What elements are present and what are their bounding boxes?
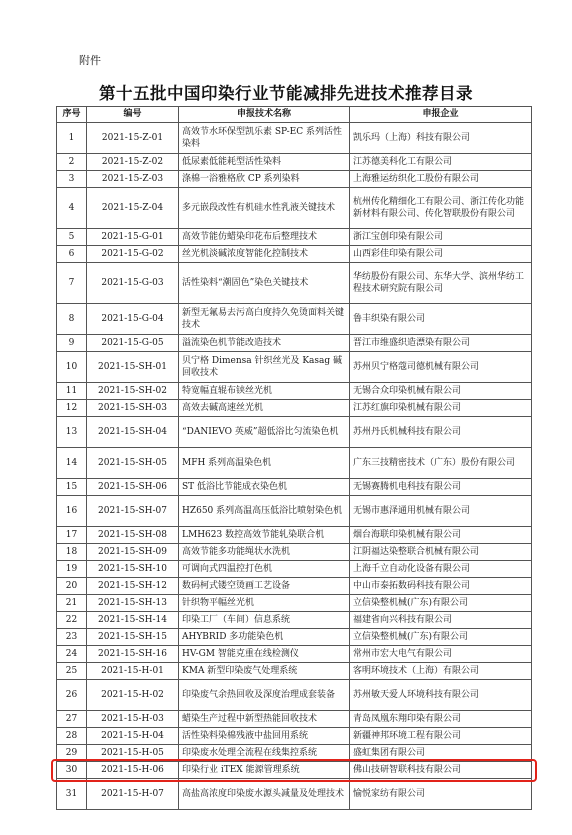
row-company: 新疆神邦环境工程有限公司 xyxy=(350,728,532,745)
row-company: 苏州丹氏机械科技有限公司 xyxy=(350,417,532,448)
row-tech-name: 多元嵌段改性有机硅水性乳液关键技术 xyxy=(179,188,350,229)
row-tech-name: 活性染料“潮固色”染色关键技术 xyxy=(179,263,350,304)
row-number: 7 xyxy=(57,263,87,304)
row-code: 2021-15-G-03 xyxy=(87,263,179,304)
table-row xyxy=(57,171,532,188)
row-tech-name: 贝宁格 Dimensa 针织丝光及 Kasag 碱回收技术 xyxy=(179,352,350,383)
row-code: 2021-15-Z-03 xyxy=(87,171,179,188)
row-company: 晋江市维盛织造漂染有限公司 xyxy=(350,335,532,352)
row-tech-name: LMH623 数控高效节能轧染联合机 xyxy=(179,527,350,544)
table-row xyxy=(57,154,532,171)
table-row xyxy=(57,246,532,263)
row-company: 江阴福达染整联合机械有限公司 xyxy=(350,544,532,561)
row-number: 20 xyxy=(57,578,87,595)
row-tech-name: HV-GM 智能克重在线检测仪 xyxy=(179,646,350,663)
row-code: 2021-15-SH-05 xyxy=(87,448,179,479)
row-tech-name: KMA 新型印染废气处理系统 xyxy=(179,663,350,680)
row-tech-name: AHYBRID 多功能染色机 xyxy=(179,629,350,646)
row-number: 2 xyxy=(57,154,87,171)
table-row xyxy=(57,612,532,629)
row-company: 上海雅运纺织化工股份有限公司 xyxy=(350,171,532,188)
row-number: 29 xyxy=(57,745,87,762)
row-company: 盛虹集团有限公司 xyxy=(350,745,532,762)
row-code: 2021-15-SH-06 xyxy=(87,479,179,496)
row-code: 2021-15-Z-02 xyxy=(87,154,179,171)
row-tech-name: HZ650 系列高温高压低浴比喷射染色机 xyxy=(179,496,350,527)
row-company: 江苏德美科化工有限公司 xyxy=(350,154,532,171)
row-number: 30 xyxy=(57,762,87,779)
table-body xyxy=(57,123,532,810)
row-number: 31 xyxy=(57,779,87,810)
row-number: 19 xyxy=(57,561,87,578)
table-row xyxy=(57,779,532,810)
row-number: 3 xyxy=(57,171,87,188)
row-tech-name: 数码柯式镂空烫画工艺设备 xyxy=(179,578,350,595)
table-row xyxy=(57,229,532,246)
row-company: 常州市宏大电气有限公司 xyxy=(350,646,532,663)
row-number: 13 xyxy=(57,417,87,448)
row-company: 山西彩佳印染有限公司 xyxy=(350,246,532,263)
row-company: 烟台海联印染机械有限公司 xyxy=(350,527,532,544)
column-header-code: 编号 xyxy=(87,107,179,123)
attachment-label: 附件 xyxy=(79,54,101,67)
column-header-tech: 申报技术名称 xyxy=(179,107,350,123)
row-code: 2021-15-H-04 xyxy=(87,728,179,745)
row-code: 2021-15-Z-01 xyxy=(87,123,179,154)
row-code: 2021-15-H-07 xyxy=(87,779,179,810)
row-code: 2021-15-SH-02 xyxy=(87,383,179,400)
row-number: 12 xyxy=(57,400,87,417)
row-code: 2021-15-G-05 xyxy=(87,335,179,352)
table-row xyxy=(57,663,532,680)
row-code: 2021-15-SH-09 xyxy=(87,544,179,561)
row-company: 青岛凤凰东翔印染有限公司 xyxy=(350,711,532,728)
row-company: 鲁丰织染有限公司 xyxy=(350,304,532,335)
row-tech-name: 针织物平幅丝光机 xyxy=(179,595,350,612)
table-row xyxy=(57,400,532,417)
row-code: 2021-15-SH-03 xyxy=(87,400,179,417)
row-code: 2021-15-H-02 xyxy=(87,680,179,711)
row-company: 福建省向兴科技有限公司 xyxy=(350,612,532,629)
row-company: 无锡赛腾机电科技有限公司 xyxy=(350,479,532,496)
row-company: 广东三技精密技术（广东）股份有限公司 xyxy=(350,448,532,479)
table-row xyxy=(57,352,532,383)
table-row xyxy=(57,595,532,612)
table-row xyxy=(57,496,532,527)
table-row xyxy=(57,728,532,745)
row-code: 2021-15-H-01 xyxy=(87,663,179,680)
table-row xyxy=(57,544,532,561)
row-number: 4 xyxy=(57,188,87,229)
table-row xyxy=(57,263,532,304)
page-title: 第十五批中国印染行业节能减排先进技术推荐目录 xyxy=(99,84,473,103)
row-code: 2021-15-H-03 xyxy=(87,711,179,728)
table-row xyxy=(57,304,532,335)
row-company: 苏州贝宁格蔻司德机械有限公司 xyxy=(350,352,532,383)
row-number: 15 xyxy=(57,479,87,496)
row-company: 无锡合众印染机械有限公司 xyxy=(350,383,532,400)
table-row xyxy=(57,680,532,711)
row-code: 2021-15-SH-07 xyxy=(87,496,179,527)
row-code: 2021-15-G-01 xyxy=(87,229,179,246)
row-tech-name: 特宽幅直辊布铗丝光机 xyxy=(179,383,350,400)
row-number: 28 xyxy=(57,728,87,745)
row-company: 华纺股份有限公司、东华大学、滨州华纺工程技术研究院有限公司 xyxy=(350,263,532,304)
row-tech-name: 高效节能多功能绳状水洗机 xyxy=(179,544,350,561)
row-company: 浙江宝创印染有限公司 xyxy=(350,229,532,246)
row-tech-name: 高效节水环保型凯乐素 SP-EC 系列活性染料 xyxy=(179,123,350,154)
row-code: 2021-15-G-04 xyxy=(87,304,179,335)
row-tech-name: 蜡染生产过程中新型热能回收技术 xyxy=(179,711,350,728)
row-number: 10 xyxy=(57,352,87,383)
row-tech-name: 丝光机淡碱浓度智能化控制技术 xyxy=(179,246,350,263)
row-number: 25 xyxy=(57,663,87,680)
row-company: 客明环境技术（上海）有限公司 xyxy=(350,663,532,680)
row-tech-name: 印染工厂（车间）信息系统 xyxy=(179,612,350,629)
row-code: 2021-15-SH-12 xyxy=(87,578,179,595)
column-header-no: 序号 xyxy=(57,107,87,123)
row-code: 2021-15-SH-10 xyxy=(87,561,179,578)
row-tech-name: “DANIEVO 英威”超低浴比匀流染色机 xyxy=(179,417,350,448)
table-row xyxy=(57,335,532,352)
row-number: 24 xyxy=(57,646,87,663)
row-tech-name: 可调向式四温控打色机 xyxy=(179,561,350,578)
table-header-row xyxy=(57,107,532,123)
row-company: 无锡市惠泽通用机械有限公司 xyxy=(350,496,532,527)
row-number: 26 xyxy=(57,680,87,711)
row-number: 5 xyxy=(57,229,87,246)
row-company: 上海千立自动化设备有限公司 xyxy=(350,561,532,578)
recommendation-table xyxy=(56,106,532,810)
table-row xyxy=(57,711,532,728)
row-number: 18 xyxy=(57,544,87,561)
row-tech-name: 涤棉一浴雅格欣 CP 系列染料 xyxy=(179,171,350,188)
row-company: 凯乐玛（上海）科技有限公司 xyxy=(350,123,532,154)
row-tech-name: 低尿素低能耗型活性染料 xyxy=(179,154,350,171)
row-code: 2021-15-SH-01 xyxy=(87,352,179,383)
row-code: 2021-15-SH-08 xyxy=(87,527,179,544)
row-code: 2021-15-SH-16 xyxy=(87,646,179,663)
row-company: 苏州敏天爱人环境科技有限公司 xyxy=(350,680,532,711)
row-code: 2021-15-SH-04 xyxy=(87,417,179,448)
row-tech-name: 高效去碱高速丝光机 xyxy=(179,400,350,417)
table-row xyxy=(57,646,532,663)
row-code: 2021-15-SH-14 xyxy=(87,612,179,629)
row-number: 6 xyxy=(57,246,87,263)
table-row xyxy=(57,123,532,154)
row-number: 8 xyxy=(57,304,87,335)
row-company: 愉悦家纺有限公司 xyxy=(350,779,532,810)
row-number: 21 xyxy=(57,595,87,612)
row-tech-name: 溢流染色机节能改造技术 xyxy=(179,335,350,352)
table-row xyxy=(57,479,532,496)
row-tech-name: 高盐高浓度印染废水源头减量及处理技术 xyxy=(179,779,350,810)
row-number: 14 xyxy=(57,448,87,479)
row-tech-name: MFH 系列高温染色机 xyxy=(179,448,350,479)
row-code: 2021-15-H-06 xyxy=(87,762,179,779)
table-row xyxy=(57,188,532,229)
row-tech-name: ST 低浴比节能成衣染色机 xyxy=(179,479,350,496)
row-tech-name: 高效节能仿蜡染印花布后整理技术 xyxy=(179,229,350,246)
row-number: 17 xyxy=(57,527,87,544)
row-company: 杭州传化精细化工有限公司、浙江传化功能新材料有限公司、传化智联股份有限公司 xyxy=(350,188,532,229)
row-code: 2021-15-H-05 xyxy=(87,745,179,762)
row-code: 2021-15-SH-13 xyxy=(87,595,179,612)
table-row xyxy=(57,578,532,595)
table-row xyxy=(57,561,532,578)
row-number: 16 xyxy=(57,496,87,527)
row-company: 中山市泰拓数码科技有限公司 xyxy=(350,578,532,595)
row-number: 1 xyxy=(57,123,87,154)
row-company: 江苏红旗印染机械有限公司 xyxy=(350,400,532,417)
column-header-company: 申报企业 xyxy=(350,107,532,123)
row-number: 23 xyxy=(57,629,87,646)
highlight-box xyxy=(51,759,537,782)
row-company: 佛山技研智联科技有限公司 xyxy=(350,762,532,779)
row-tech-name: 印染废水处理全流程在线集控系统 xyxy=(179,745,350,762)
table-row xyxy=(57,527,532,544)
row-company: 立信染整机械(广东)有限公司 xyxy=(350,629,532,646)
table-row xyxy=(57,629,532,646)
row-code: 2021-15-SH-15 xyxy=(87,629,179,646)
row-number: 22 xyxy=(57,612,87,629)
row-tech-name: 印染废气余热回收及深度治理成套装备 xyxy=(179,680,350,711)
row-number: 9 xyxy=(57,335,87,352)
row-tech-name: 活性染料染棉残液中盐回用系统 xyxy=(179,728,350,745)
row-tech-name: 新型无氟易去污高白度持久免烫面料关键技术 xyxy=(179,304,350,335)
row-number: 27 xyxy=(57,711,87,728)
table-row xyxy=(57,448,532,479)
row-number: 11 xyxy=(57,383,87,400)
row-company: 立信染整机械(广东)有限公司 xyxy=(350,595,532,612)
row-code: 2021-15-Z-04 xyxy=(87,188,179,229)
row-code: 2021-15-G-02 xyxy=(87,246,179,263)
table-row xyxy=(57,383,532,400)
row-tech-name: 印染行业 iTEX 能源管理系统 xyxy=(179,762,350,779)
table-row xyxy=(57,417,532,448)
